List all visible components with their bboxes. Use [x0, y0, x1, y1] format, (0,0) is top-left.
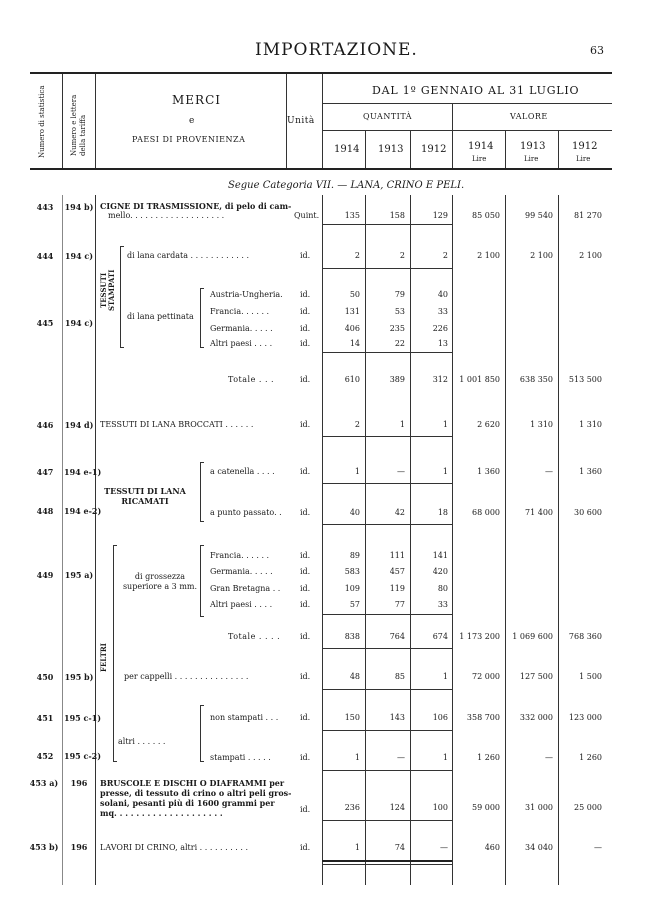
col-stat-header: Numero di statistica: [38, 85, 46, 158]
unit: id.: [300, 843, 311, 852]
tariff-number: 194 b): [64, 202, 94, 212]
country-label: Germania. . . . .: [210, 567, 273, 576]
tariff-number: 194 e-2): [64, 506, 102, 516]
tariff-number: 195 a): [64, 570, 94, 580]
val-1912: 81 270: [574, 211, 602, 220]
qty-1913: 389: [389, 375, 405, 384]
qty-1913: 124: [389, 803, 405, 812]
year-q-1913: 1913: [378, 144, 404, 155]
qty-1912: 18: [437, 508, 448, 517]
item-label: per cappelli . . . . . . . . . . . . . . .: [124, 672, 249, 681]
tariff-number: 194 e-1): [64, 467, 102, 477]
val-1914: 59 000: [472, 803, 500, 812]
stat-number: 448: [36, 506, 54, 516]
country-label: Germania. . . . .: [210, 324, 273, 333]
qty-1912: 141: [432, 551, 448, 560]
val-1912: 2 100: [579, 251, 602, 260]
item-label: non stampati . . .: [210, 713, 279, 722]
country-label: Francia. . . . . .: [210, 307, 270, 316]
merci-header: MERCI: [172, 93, 222, 107]
item-label: BRUSCOLE E DISCHI O DIAFRAMMI per: [100, 778, 285, 788]
quantita-header: QUANTITÀ: [363, 112, 413, 121]
val-1914: 72 000: [472, 672, 500, 681]
qty-1912: 13: [437, 339, 448, 348]
lire-1914: Lire: [472, 155, 487, 163]
qty-1913: 85: [394, 672, 405, 681]
unit: id.: [300, 713, 311, 722]
lire-1913: Lire: [524, 155, 539, 163]
val-1914: 2 100: [477, 251, 500, 260]
val-1912: 768 360: [568, 632, 602, 641]
val-1912: 513 500: [568, 375, 602, 384]
val-1913: 2 100: [530, 251, 553, 260]
val-1913: 99 540: [525, 211, 553, 220]
country-label: Altri paesi . . . .: [210, 339, 273, 348]
item-label: di lana cardata . . . . . . . . . . . .: [127, 251, 249, 260]
unit: id.: [300, 467, 311, 476]
qty-1912: 1: [442, 672, 448, 681]
tariff-number: 195 c-2): [64, 751, 102, 761]
val-1914: 2 620: [477, 420, 500, 429]
tariff-number: 195 b): [64, 672, 94, 682]
header-top-rule: [30, 72, 612, 74]
val-1912: 123 000: [568, 713, 602, 722]
pettinata-label: di lana pettinata: [127, 312, 194, 321]
val-1913: 31 000: [525, 803, 553, 812]
qty-1913: 22: [394, 339, 405, 348]
val-1912: 25 000: [574, 803, 602, 812]
qty-1913: 119: [389, 584, 405, 593]
val-1913: —: [545, 753, 553, 762]
qty-1914: 14: [349, 339, 360, 348]
tariff-number: 194 c): [64, 318, 94, 328]
val-1912: 30 600: [574, 508, 602, 517]
unit: id.: [300, 551, 311, 560]
val-1912: 1 360: [579, 467, 602, 476]
year-q-1914: 1914: [334, 144, 360, 155]
qty-1913: 74: [394, 843, 405, 852]
unit: id.: [300, 251, 311, 260]
item-label-cont: mq. . . . . . . . . . . . . . . . . . . .: [100, 808, 223, 818]
qty-1914: 50: [349, 290, 360, 299]
feltri-label: FELTRI: [99, 643, 108, 672]
stat-number: 452: [36, 751, 54, 761]
paesi-header: PAESI DI PROVENIENZA: [132, 135, 246, 144]
item-label-cont: mello. . . . . . . . . . . . . . . . . . .: [108, 211, 225, 220]
unit: id.: [300, 600, 311, 609]
qty-1913: 457: [389, 567, 405, 576]
qty-1912: 1: [442, 467, 448, 476]
val-1913: —: [545, 467, 553, 476]
qty-1913: —: [397, 467, 405, 476]
stat-number: 450: [36, 672, 54, 682]
qty-1914: 2: [354, 251, 360, 260]
val-1913: 638 350: [519, 375, 553, 384]
qty-1912: 1: [442, 420, 448, 429]
qty-1912: 226: [432, 324, 448, 333]
item-label: a punto passato. .: [210, 508, 282, 517]
ricamati-label: TESSUTI DI LANA RICAMATI: [104, 486, 186, 506]
page-title: IMPORTAZIONE.: [255, 40, 418, 60]
item-label-cont: solani, pesanti più di 1600 grammi per: [100, 798, 275, 808]
unit: id.: [300, 753, 311, 762]
val-1914: 1 360: [477, 467, 500, 476]
item-label: stampati . . . . .: [210, 753, 271, 762]
val-1913: 1 069 600: [512, 632, 553, 641]
qty-1912: 1: [442, 753, 448, 762]
total-label: Totale . . . .: [228, 632, 281, 641]
country-label: Francia. . . . . .: [210, 551, 270, 560]
val-1914: 85 050: [472, 211, 500, 220]
section-heading: Segue Categoria VII. — LANA, CRINO E PELI.: [228, 180, 465, 191]
val-1913: 1 310: [530, 420, 553, 429]
qty-1914: 1: [354, 843, 360, 852]
val-1914: 1 001 850: [459, 375, 500, 384]
val-1913: 34 040: [525, 843, 553, 852]
qty-1914: 89: [349, 551, 360, 560]
year-v-1914: 1914: [468, 141, 494, 152]
total-label: Totale . . .: [228, 375, 275, 384]
qty-1913: 42: [394, 508, 405, 517]
stat-number: 447: [36, 467, 54, 477]
period-header: DAL 1º GENNAIO AL 31 LUGLIO: [372, 84, 580, 97]
qty-1914: 838: [344, 632, 360, 641]
qty-1913: 111: [389, 551, 405, 560]
stat-number: 449: [36, 570, 54, 580]
val-1912: 1 260: [579, 753, 602, 762]
qty-1912: 100: [432, 803, 448, 812]
qty-1912: 674: [432, 632, 448, 641]
qty-1912: 33: [437, 600, 448, 609]
qty-1913: 77: [394, 600, 405, 609]
val-1914: 460: [484, 843, 500, 852]
qty-1912: 2: [442, 251, 448, 260]
tariff-number: 196: [70, 842, 88, 852]
qty-1912: 40: [437, 290, 448, 299]
qty-1913: 158: [389, 211, 405, 220]
unit: id.: [300, 805, 311, 814]
val-1914: 1 260: [477, 753, 500, 762]
header-bottom-rule: [30, 168, 612, 170]
item-label: a catenella . . . .: [210, 467, 275, 476]
item-label: CIGNE DI TRASMISSIONE, di pelo di cam-: [100, 201, 292, 211]
unit: Quint.: [294, 211, 320, 220]
qty-1914: 48: [349, 672, 360, 681]
valore-header: VALORE: [510, 112, 548, 121]
unit: id.: [300, 508, 311, 517]
val-1912: 1 310: [579, 420, 602, 429]
country-label: Gran Bretagna . .: [210, 584, 281, 593]
unit: id.: [300, 584, 311, 593]
item-label: LAVORI DI CRINO, altri . . . . . . . . . .: [100, 843, 248, 852]
stat-number: 453 a): [29, 778, 59, 788]
unit: id.: [300, 290, 311, 299]
stat-number: 451: [36, 713, 54, 723]
tariff-number: 195 c-1): [64, 713, 102, 723]
qty-1913: 143: [389, 713, 405, 722]
unit: id.: [300, 567, 311, 576]
qty-1914: 150: [344, 713, 360, 722]
unit: id.: [300, 324, 311, 333]
unit: id.: [300, 672, 311, 681]
item-label: TESSUTI DI LANA BROCCATI . . . . . .: [100, 420, 254, 429]
unit: id.: [300, 307, 311, 316]
country-label: Altri paesi . . . .: [210, 600, 273, 609]
altri-label: altri . . . . . .: [118, 737, 166, 746]
tariff-number: 196: [70, 778, 88, 788]
col-tariff-header: Numero e lettera della tariffa: [70, 94, 87, 156]
qty-1913: 1: [399, 420, 405, 429]
country-label: Austria-Ungheria.: [210, 290, 283, 299]
qty-1912: 312: [432, 375, 448, 384]
qty-1914: 1: [354, 467, 360, 476]
qty-1913: 53: [394, 307, 405, 316]
stat-number: 444: [36, 251, 54, 261]
unita-header: Unità: [287, 116, 315, 126]
qty-1913: 2: [399, 251, 405, 260]
qty-1913: 764: [389, 632, 405, 641]
stat-number: 445: [36, 318, 54, 328]
tariff-number: 194 d): [64, 420, 94, 430]
unit: id.: [300, 632, 311, 641]
qty-1912: 80: [437, 584, 448, 593]
qty-1914: 583: [344, 567, 360, 576]
item-label-cont: presse, di tessuto di crino o altri peli gros-: [100, 788, 292, 798]
qty-1914: 131: [344, 307, 360, 316]
val-1913: 127 500: [519, 672, 553, 681]
val-1912: 1 500: [579, 672, 602, 681]
e-header: e: [189, 116, 195, 126]
tariff-number: 194 c): [64, 251, 94, 261]
val-1913: 71 400: [525, 508, 553, 517]
tessuti-stampati-label: TESSUTI STAMPATI: [99, 269, 116, 311]
qty-1912: 420: [432, 567, 448, 576]
qty-1912: —: [440, 843, 448, 852]
qty-1914: 2: [354, 420, 360, 429]
stat-number: 446: [36, 420, 54, 430]
page-number: 63: [590, 44, 604, 57]
qty-1912: 106: [432, 713, 448, 722]
val-1914: 68 000: [472, 508, 500, 517]
qty-1914: 236: [344, 803, 360, 812]
val-1912: —: [594, 843, 602, 852]
year-v-1912: 1912: [572, 141, 598, 152]
qty-1914: 57: [349, 600, 360, 609]
unit: id.: [300, 339, 311, 348]
year-v-1913: 1913: [520, 141, 546, 152]
qty-1914: 1: [354, 753, 360, 762]
val-1913: 332 000: [519, 713, 553, 722]
qty-1913: 79: [394, 290, 405, 299]
grossezza-label: di grossezza superiore a 3 mm.: [122, 572, 198, 591]
year-q-1912: 1912: [421, 144, 447, 155]
val-1914: 358 700: [466, 713, 500, 722]
qty-1914: 40: [349, 508, 360, 517]
qty-1913: 235: [389, 324, 405, 333]
qty-1912: 33: [437, 307, 448, 316]
val-1914: 1 173 200: [459, 632, 500, 641]
unit: id.: [300, 375, 311, 384]
qty-1914: 610: [344, 375, 360, 384]
qty-1914: 109: [344, 584, 360, 593]
stat-number: 453 b): [29, 842, 59, 852]
lire-1912: Lire: [576, 155, 591, 163]
qty-1912: 129: [432, 211, 448, 220]
unit: id.: [300, 420, 311, 429]
qty-1914: 135: [344, 211, 360, 220]
qty-1913: —: [397, 753, 405, 762]
stat-number: 443: [36, 202, 54, 212]
qty-1914: 406: [344, 324, 360, 333]
